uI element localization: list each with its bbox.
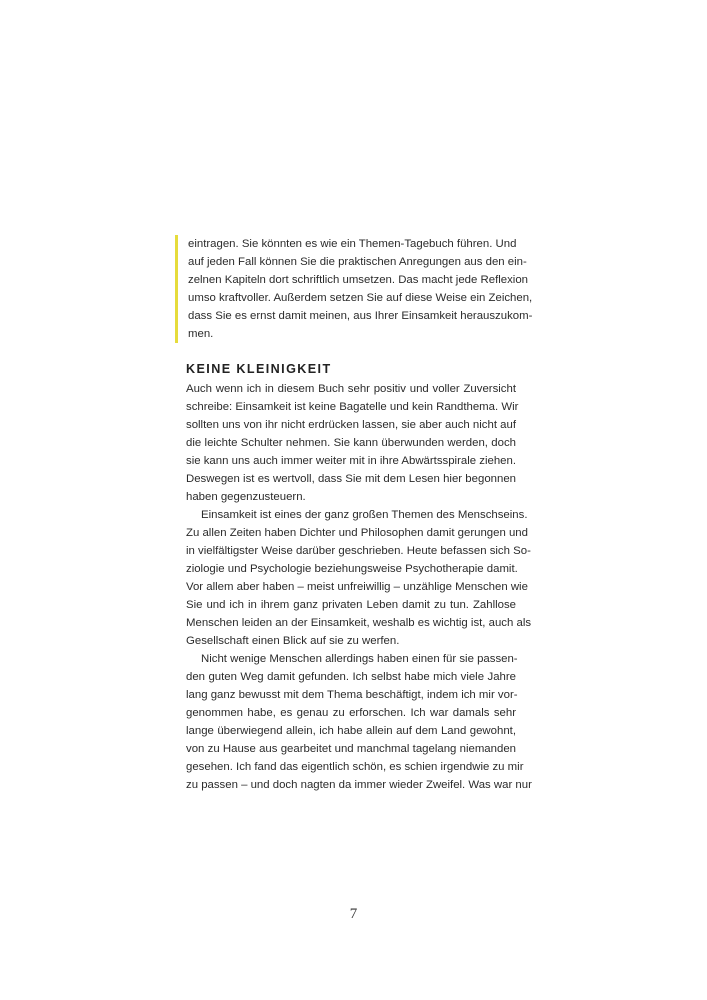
text-line: Zu allen Zeiten haben Dichter und Philosophen damit gerungen und <box>186 527 528 539</box>
text-line: Sie und ich in ihrem ganz privaten Leben damit zu tun. Zahllose <box>186 599 516 611</box>
text-line: Auch wenn ich in diesem Buch sehr positiv und voller Zuversicht <box>186 383 516 395</box>
text-line: genommen habe, es genau zu erforschen. Ich war damals sehr <box>186 707 516 719</box>
body-text <box>186 380 532 794</box>
callout-line: men. <box>188 328 214 340</box>
text-line: Nicht wenige Menschen allerdings haben einen für sie passen- <box>201 653 518 665</box>
page-number: 7 <box>349 906 358 922</box>
callout-line: zelnen Kapiteln dort schriftlich umsetzen. Das macht jede Reflexion <box>188 274 528 286</box>
text-line: haben gegenzusteuern. <box>186 491 306 503</box>
text-line: sie kann uns auch immer weiter mit in ihre Abwärtsspirale ziehen. <box>186 455 516 467</box>
callout-line: auf jeden Fall können Sie die praktischen Anregungen aus den ein- <box>188 256 527 268</box>
text-line: schreibe: Einsamkeit ist keine Bagatelle und kein Randthema. Wir <box>186 401 519 413</box>
text-line: Menschen leiden an der Einsamkeit, weshalb es wichtig ist, auch als <box>186 617 532 629</box>
text-line: die leichte Schulter nehmen. Sie kann überwunden werden, doch <box>186 437 516 449</box>
text-line: von zu Hause aus gearbeitet und manchmal tagelang niemanden <box>186 743 516 755</box>
text-line: Gesellschaft einen Blick auf sie zu werfen. <box>186 635 400 647</box>
callout-line: eintragen. Sie könnten es wie ein Themen-Tagebuch führen. Und <box>188 238 517 250</box>
callout-box <box>175 235 543 343</box>
callout-line: umso kraftvoller. Außerdem setzen Sie auf diese Weise ein Zeichen, <box>188 292 533 304</box>
text-line: Vor allem aber haben – meist unfreiwillig – unzählige Menschen wie <box>186 581 528 593</box>
text-line: zu passen – und doch nagten da immer wieder Zweifel. Was war nur <box>186 779 532 791</box>
text-line: den guten Weg damit gefunden. Ich selbst habe mich viele Jahre <box>186 671 516 683</box>
text-line: lange überwiegend allein, ich habe allein auf dem Land gewohnt, <box>186 725 516 737</box>
section-heading: KEINE KLEINIGKEIT <box>186 362 332 376</box>
text-line: Einsamkeit ist eines der ganz großen Themen des Menschseins. <box>201 509 528 521</box>
text-line: lang ganz bewusst mit dem Thema beschäftigt, indem ich mir vor- <box>186 689 518 701</box>
text-line: ziologie und Psychologie beziehungsweise Psychotherapie damit. <box>186 563 518 575</box>
text-line: in vielfältigster Weise darüber geschrieben. Heute befassen sich So- <box>186 545 531 557</box>
callout-line: dass Sie es ernst damit meinen, aus Ihrer Einsamkeit herauszukom- <box>188 310 533 322</box>
text-line: gesehen. Ich fand das eigentlich schön, es schien irgendwie zu mir <box>186 761 524 773</box>
text-line: Deswegen ist es wertvoll, dass Sie mit dem Lesen hier begonnen <box>186 473 516 485</box>
text-line: sollten uns von ihr nicht erdrücken lassen, sie aber auch nicht auf <box>186 419 516 431</box>
